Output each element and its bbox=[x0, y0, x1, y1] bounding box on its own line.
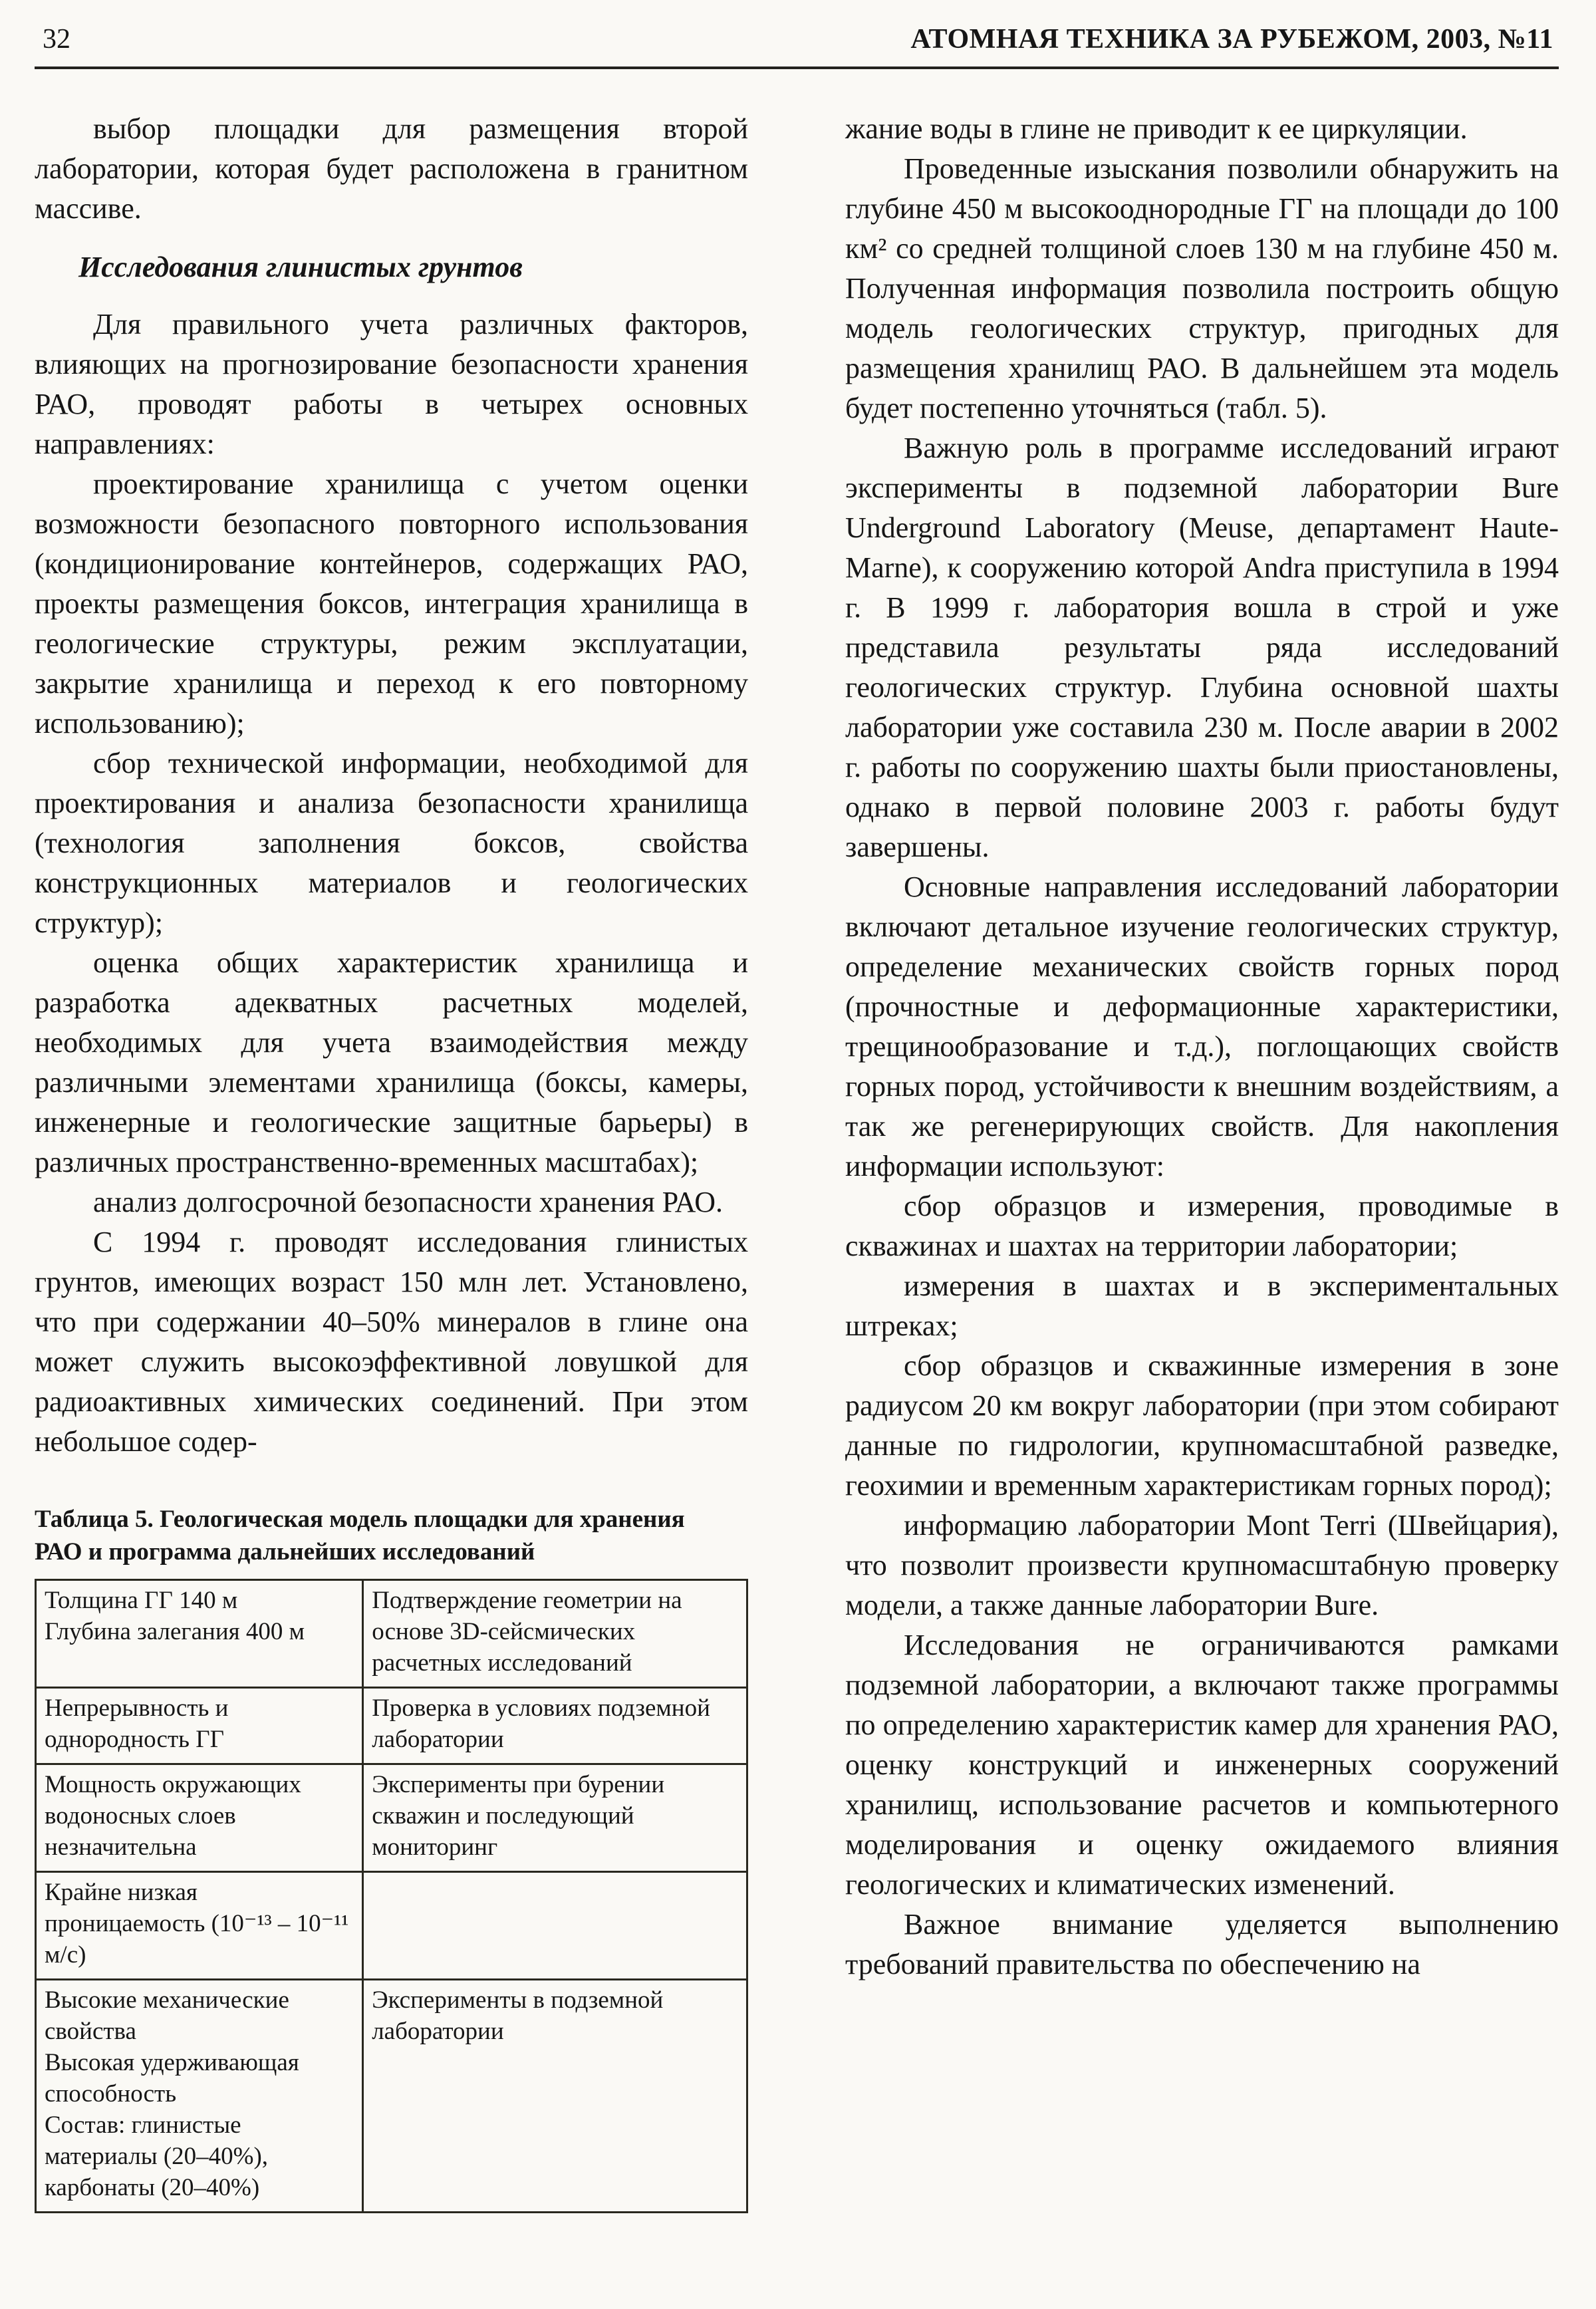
paragraph: выбор площадки для размещения второй лаборатории, которая будет расположена в гранитном массиве. bbox=[35, 112, 748, 225]
section-heading: Исследования глинистых грунтов bbox=[78, 251, 523, 283]
table-cell-program: Подтверждение геометрии на основе 3D-сейсмических расчетных исследований bbox=[363, 1580, 747, 1688]
paragraph: Важную роль в программе исследований играют эксперименты в подземной лаборатории Bure Underground Laboratory (Meuse, департамент Haute-Marne), к сооружению которой Andra приступила в 1994 г. В 1999 г. лаборатория вошла в строй и уже представила результаты ряда исследований геологических структур. Глубина основной шахты лаборатории уже составила 230 м. После аварии в 2002 г. работы по сооружению шахты были приостановлены, однако в первой половине 2003 г. работы будут завершены. bbox=[845, 432, 1559, 863]
paragraph: С 1994 г. проводят исследования глинистых грунтов, имеющих возраст 150 млн лет. Установлено, что при содержании 40–50% минералов в глине она может служить высокоэффективной ловушкой для радиоактивных химических соединений. При этом небольшое содер- bbox=[35, 1226, 748, 1458]
table-cell-characteristic: Высокие механические свойства Высокая удерживающая способность Состав: глинистые материалы (20–40%), карбонаты (20–40%) bbox=[36, 1980, 363, 2213]
paragraph: жание воды в глине не приводит к ее циркуляции. bbox=[845, 112, 1468, 145]
table-row bbox=[36, 1764, 747, 1872]
table-cell-program: Эксперименты в подземной лаборатории bbox=[363, 1980, 747, 2213]
table-cell-characteristic: Крайне низкая проницаемость (10⁻¹³ – 10⁻¹¹ м/с) bbox=[36, 1872, 363, 1980]
table-row bbox=[36, 1688, 747, 1764]
table-caption: Таблица 5. Геологическая модель площадки для хранения РАО и программа дальнейших исследований bbox=[35, 1506, 685, 1565]
running-head bbox=[35, 17, 1559, 69]
geological-model-table bbox=[35, 1579, 748, 2213]
journal-title: АТОМНАЯ ТЕХНИКА ЗА РУБЕЖОМ, 2003, №11 bbox=[910, 24, 1553, 55]
table-cell-characteristic: Мощность окружающих водоносных слоев незначительна bbox=[36, 1764, 363, 1872]
left-column bbox=[35, 109, 748, 2213]
table-cell-characteristic: Толщина ГГ 140 м Глубина залегания 400 м bbox=[36, 1580, 363, 1688]
content-columns bbox=[35, 109, 1559, 2213]
table-row bbox=[36, 1580, 747, 1688]
table-cell-characteristic: Непрерывность и однородность ГГ bbox=[36, 1688, 363, 1764]
paragraph: Для правильного учета различных факторов, влияющих на прогнозирование безопасности хранения РАО, проводят работы в четырех основных направлениях: bbox=[35, 308, 748, 460]
paragraph: сбор образцов и скважинные измерения в зоне радиусом 20 км вокруг лаборатории (при этом собирают данные по гидрологии, крупномасштабной разведке, геохимии и временным характеристикам горных пород); bbox=[845, 1349, 1559, 1502]
paragraph: оценка общих характеристик хранилища и разработка адекватных расчетных моделей, необходимых для учета взаимодействия между различными элементами хранилища (боксы, камеры, инженерные и геологические защитные барьеры) в различных пространственно-временных масштабах); bbox=[35, 946, 748, 1178]
page-number: 32 bbox=[43, 24, 70, 55]
table-block bbox=[35, 1503, 748, 2213]
table-row bbox=[36, 1980, 747, 2213]
table-cell-program: Эксперименты при бурении скважин и последующий мониторинг bbox=[363, 1764, 747, 1872]
paragraph: Исследования не ограничиваются рамками подземной лаборатории, а включают также программы по определению характеристик камер для хранения РАО, оценку конструкций и инженерных сооружений хранилищ, использование расчетов и компьютерного моделирования и оценку ожидаемого влияния геологических и климатических изменений. bbox=[845, 1629, 1559, 1901]
paragraph: Важное внимание уделяется выполнению требований правительства по обеспечению на bbox=[845, 1908, 1559, 1980]
table-cell-program bbox=[363, 1872, 747, 1980]
table-cell-program: Проверка в условиях подземной лаборатории bbox=[363, 1688, 747, 1764]
paragraph: сбор технической информации, необходимой для проектирования и анализа безопасности хранилища (технология заполнения боксов, свойства конструкционных материалов и геологических структур); bbox=[35, 747, 748, 939]
paragraph: проектирование хранилища с учетом оценки возможности безопасного повторного использования (кондиционирование контейнеров, содержащих РАО, проекты размещения боксов, интеграция хранилища в геологические структуры, режим эксплуатации, закрытие хранилища и переход к его повторному использованию); bbox=[35, 468, 748, 740]
paragraph: измерения в шахтах и в экспериментальных штреках; bbox=[845, 1270, 1559, 1342]
paragraph: сбор образцов и измерения, проводимые в скважинах и шахтах на территории лаборатории; bbox=[845, 1190, 1559, 1262]
page-header bbox=[35, 17, 1559, 69]
paragraph: анализ долгосрочной безопасности хранения РАО. bbox=[93, 1186, 723, 1218]
paragraph: информацию лаборатории Mont Terri (Швейцария), что позволит произвести крупномасштабную проверку модели, а также данные лаборатории Bure. bbox=[845, 1509, 1559, 1621]
paragraph: Проведенные изыскания позволили обнаружить на глубине 450 м высокооднородные ГГ на площади до 100 км² со средней толщиной слоев 130 м на глубине 450 м. Полученная информация позволила построить общую модель геологических структур, пригодных для размещения хранилищ РАО. В дальнейшем эта модель будет постепенно уточняться (табл. 5). bbox=[845, 152, 1559, 424]
paragraph: Основные направления исследований лаборатории включают детальное изучение геологических структур, определение механических свойств горных пород (прочностные и деформационные характеристики, трещинообразование и т.д.), поглощающих свойств горных пород, устойчивости к внешним воздействиям, а так же регенерирующих свойств. Для накопления информации используют: bbox=[845, 871, 1559, 1182]
right-column bbox=[845, 109, 1559, 2213]
table-row bbox=[36, 1872, 747, 1980]
